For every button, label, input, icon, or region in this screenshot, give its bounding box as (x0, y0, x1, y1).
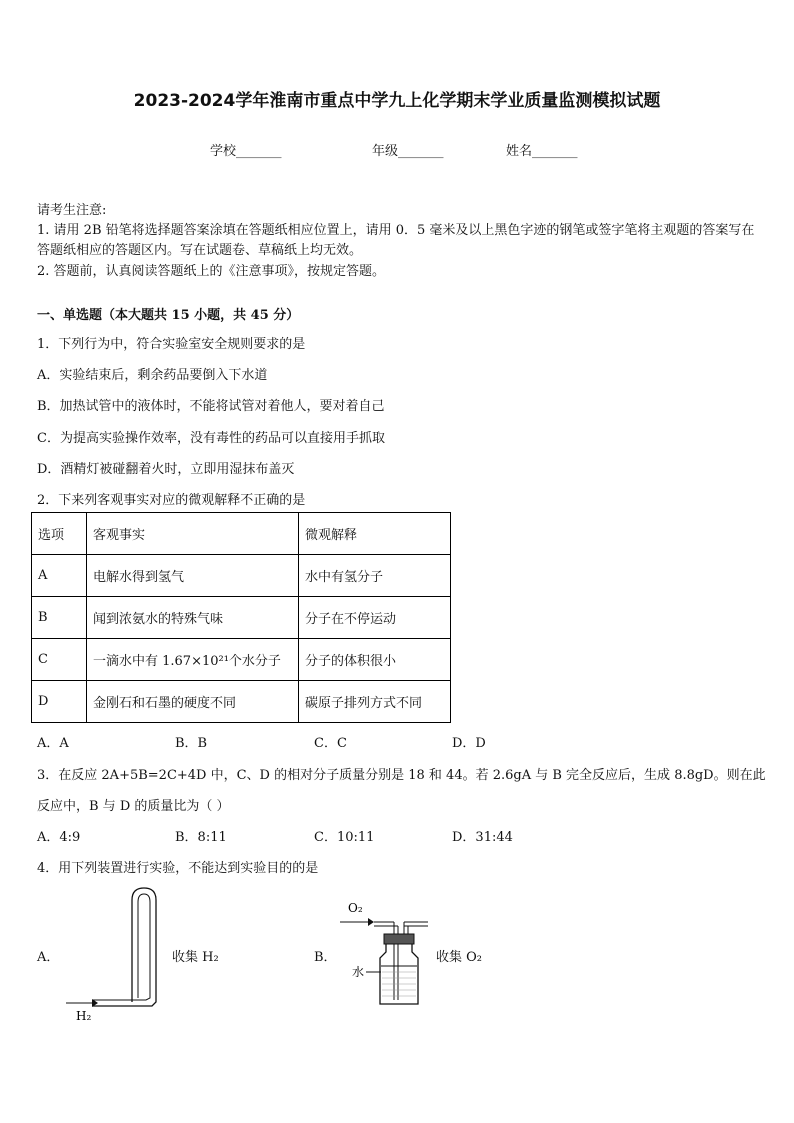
table-cell: 分子在不停运动 (299, 597, 451, 639)
table-cell: 碳原子排列方式不同 (299, 681, 451, 723)
section-heading: 一、单选题（本大题共 15 小题，共 45 分） (37, 308, 300, 323)
notice-item-2: 2. 答题前，认真阅读答题纸上的《注意事项》，按规定答题。 (37, 264, 386, 279)
table-cell: 闻到浓氨水的特殊气味 (87, 597, 299, 639)
q4-option-a-label: A． (37, 950, 60, 965)
grade-field: 年级_______ (372, 144, 444, 159)
q3-option-d: D．31:44 (452, 830, 513, 845)
table-row (32, 681, 451, 723)
notice-heading: 请考生注意: (37, 203, 107, 218)
q2-table (31, 512, 451, 723)
q1-option-c: C．为提高实验操作效率，没有毒性的药品可以直接用手抓取 (37, 431, 385, 446)
page-title: 2023-2024学年淮南市重点中学九上化学期末学业质量监测模拟试题 (133, 91, 661, 111)
q3-option-b: B．8:11 (175, 830, 227, 845)
q4-option-b-caption: 收集 O₂ (436, 950, 483, 965)
water-label: 水 (352, 965, 365, 979)
q3-stem-line1: 3．在反应 2A+5B=2C+4D 中，C、D 的相对分子质量分别是 18 和 44。若 2.6gA 与 B 完全反应后，生成 8.8gD。则在此 (37, 768, 766, 783)
table-row (32, 639, 451, 681)
table-header-cell: 客观事实 (87, 513, 299, 555)
table-cell: B (32, 597, 87, 639)
q1-option-a: A．实验结束后，剩余药品要倒入下水道 (37, 368, 268, 383)
table-header-cell: 微观解释 (299, 513, 451, 555)
table-cell: 一滴水中有 1.67×10²¹个水分子 (87, 639, 299, 681)
q2-option-c: C．C (314, 736, 347, 751)
water-bottle-apparatus-figure (338, 896, 438, 1008)
school-field: 学校_______ (210, 144, 282, 159)
table-cell: 水中有氢分子 (299, 555, 451, 597)
table-header-cell: 选项 (32, 513, 87, 555)
table-cell: 金刚石和石墨的硬度不同 (87, 681, 299, 723)
q1-option-b: B．加热试管中的液体时，不能将试管对着他人，要对着自己 (37, 399, 385, 414)
table-cell: 分子的体积很小 (299, 639, 451, 681)
name-field: 姓名_______ (506, 144, 578, 159)
q2-stem: 2．下来列客观事实对应的微观解释不正确的是 (37, 493, 306, 508)
h2-label: H₂ (76, 1009, 92, 1023)
q3-option-c: C．10:11 (314, 830, 375, 845)
q1-option-d: D．酒精灯被碰翻着火时，立即用湿抹布盖灭 (37, 462, 295, 477)
table-cell: C (32, 639, 87, 681)
table-row (32, 555, 451, 597)
q3-option-a: A．4:9 (37, 830, 81, 845)
q2-option-a: A．A (37, 736, 69, 751)
q2-option-d: D．D (452, 736, 486, 751)
q1-stem: 1．下列行为中，符合实验室安全规则要求的是 (37, 337, 306, 352)
q2-option-b: B．B (175, 736, 208, 751)
table-cell: 电解水得到氢气 (87, 555, 299, 597)
table-cell: D (32, 681, 87, 723)
q4-option-a-caption: 收集 H₂ (172, 950, 219, 965)
inverted-tube-apparatus-figure (60, 884, 170, 1024)
table-cell: A (32, 555, 87, 597)
q4-option-b-label: B． (314, 950, 337, 965)
q3-stem-line2: 反应中，B 与 D 的质量比为（ ） (37, 799, 230, 814)
notice-item-1: 1. 请用 2B 铅笔将选择题答案涂填在答题纸相应位置上，请用 0．5 毫米及以上黑色字迹的钢笔或签字笔将主观题的答案写在答题纸相应的答题区内。写在试题卷、草稿纸上均无效。 (37, 223, 755, 258)
o2-label: O₂ (348, 901, 363, 915)
q4-stem: 4．用下列装置进行实验，不能达到实验目的的是 (37, 861, 319, 876)
table-header-row (32, 513, 451, 555)
table-row (32, 597, 451, 639)
